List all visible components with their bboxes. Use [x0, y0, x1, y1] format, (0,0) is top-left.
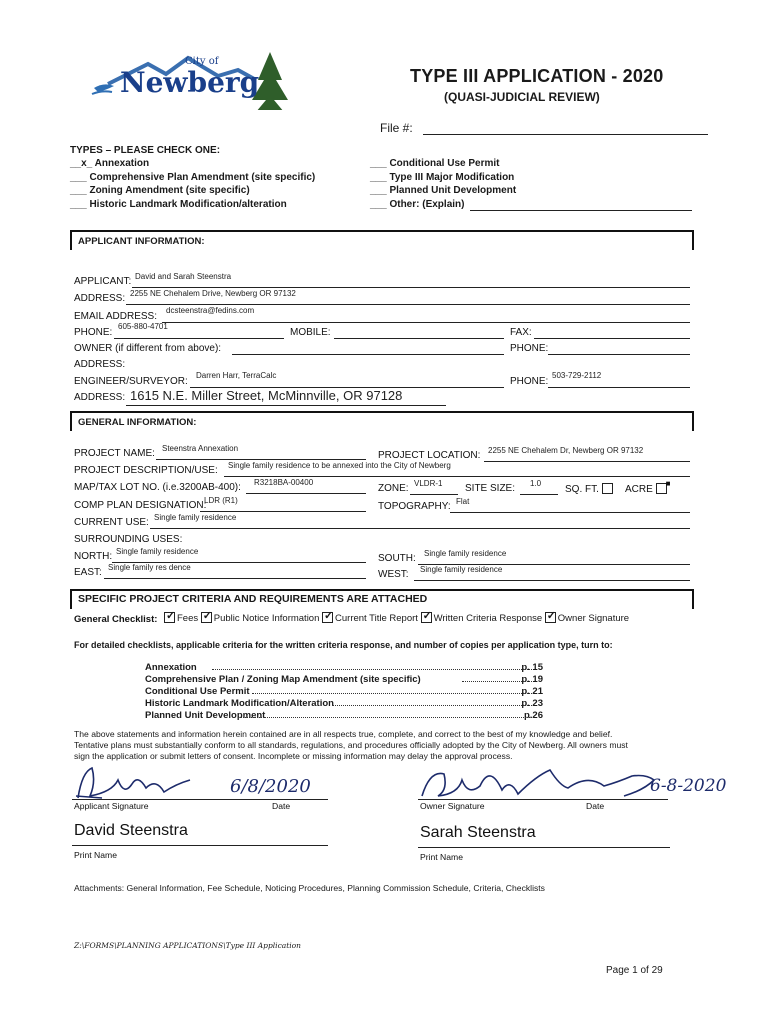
east-value: Single family res dence — [108, 563, 191, 572]
zone-value: VLDR-1 — [414, 479, 443, 488]
statement-line-3: sign the application or submit letters of consent. Incomplete or missing information may delay the approval process. — [74, 751, 513, 761]
acre-text: ACRE — [625, 484, 653, 495]
type-zoning-amendment[interactable]: ___ Zoning Amendment (site specific) — [70, 185, 250, 196]
statement-line-2: Tentative plans must substantially conform to all standards, regulations, and procedures officially adopted by the City of Newberg. All owners must — [74, 740, 628, 750]
toc-label: Historic Landmark Modification/Alteration — [145, 698, 334, 709]
sqft-label — [565, 483, 615, 495]
form-title: TYPE III APPLICATION - 2020 — [410, 66, 664, 86]
toc-label: Conditional Use Permit — [145, 686, 250, 697]
toc-label: Annexation — [145, 662, 197, 673]
south-value: Single family residence — [424, 549, 507, 558]
owner-label: OWNER (if different from above): — [74, 343, 222, 354]
north-value: Single family residence — [116, 547, 199, 556]
applicant-label: APPLICANT: — [74, 276, 132, 287]
site-size-value: 1.0 — [530, 479, 542, 488]
acre-checkbox[interactable]: ■ — [656, 483, 667, 494]
type-historic-landmark[interactable]: ___ Historic Landmark Modification/alteration — [70, 199, 287, 210]
owner-phone-field[interactable] — [548, 341, 690, 355]
city-logo — [88, 50, 298, 110]
map-tax-lot-label: MAP/TAX LOT NO. (i.e.3200AB-400): — [74, 482, 241, 493]
form-subtitle: (QUASI-JUDICIAL REVIEW) — [444, 90, 600, 104]
applicant-info-title: APPLICANT INFORMATION: — [78, 236, 205, 247]
surrounding-uses-label: SURROUNDING USES: — [74, 534, 183, 545]
applicant-print-name-label: Print Name — [74, 850, 117, 860]
owner-field[interactable] — [232, 341, 504, 355]
sqft-checkbox[interactable] — [602, 483, 613, 494]
address-value: 2255 NE Chehalem Drive, Newberg OR 97132 — [130, 289, 296, 298]
owner-print-name: Sarah Steenstra — [420, 824, 536, 841]
phone-label: PHONE: — [74, 327, 113, 338]
file-path: Z:\FORMS\PLANNING APPLICATIONS\Type III Application — [74, 941, 301, 950]
page-number: Page 1 of 29 — [606, 965, 663, 976]
phone-value: 605-880-4701 — [118, 322, 168, 331]
toc-label: Comprehensive Plan / Zoning Map Amendment (site specific) — [145, 674, 421, 685]
mobile-field[interactable] — [334, 325, 504, 339]
criteria-header — [70, 589, 694, 609]
project-name-label: PROJECT NAME: — [74, 448, 155, 459]
fax-field[interactable] — [534, 325, 690, 339]
topography-value: Flat — [456, 497, 470, 506]
applicant-print-name: David Steenstra — [74, 822, 188, 839]
engineer-label: ENGINEER/SURVEYOR: — [74, 376, 188, 387]
type-annexation[interactable]: __x_ Annexation — [70, 158, 150, 169]
engineer-phone-value: 503-729-2112 — [552, 371, 602, 380]
applicant-signature-label: Applicant Signature — [74, 801, 149, 811]
toc-page: p. 15 — [521, 662, 543, 673]
comp-plan-value: LDR (R1) — [204, 496, 238, 505]
owner-signature-label: Owner Signature — [420, 801, 485, 811]
current-use-label: CURRENT USE: — [74, 517, 149, 528]
owner-signature-line[interactable] — [418, 786, 668, 800]
engineer-address-label: ADDRESS: — [74, 392, 126, 403]
applicant-print-name-line[interactable] — [72, 832, 328, 846]
project-desc-label: PROJECT DESCRIPTION/USE: — [74, 465, 218, 476]
public-notice-label: Public Notice Information — [213, 613, 320, 624]
owner-signature-label: Owner Signature — [557, 613, 630, 624]
toc-leaders — [212, 669, 532, 729]
toc-page: p. 23 — [521, 698, 543, 709]
applicant-info-header — [70, 230, 694, 250]
checklist-instructions: For detailed checklists, applicable criteria for the written criteria response, and number of copies per application type, turn to: — [74, 640, 613, 650]
owner-print-name-line[interactable] — [418, 834, 670, 848]
type-comp-plan-amendment[interactable]: ___ Comprehensive Plan Amendment (site specific) — [70, 172, 316, 183]
applicant-date-label: Date — [272, 801, 291, 811]
general-info-title: GENERAL INFORMATION: — [78, 417, 197, 428]
map-tax-lot-value: R3218BA-00400 — [254, 478, 314, 487]
project-location-value: 2255 NE Chehalem Dr, Newberg OR 97132 — [488, 446, 644, 455]
type-other-explain-field[interactable] — [470, 199, 692, 211]
logo-city-of: City of — [185, 56, 219, 67]
fax-label: FAX: — [510, 327, 532, 338]
title-report-checkbox[interactable]: ✓ — [324, 610, 334, 622]
project-name-value: Steenstra Annexation — [162, 444, 239, 453]
engineer-value: Darren Harr, TerraCalc — [196, 371, 277, 380]
type-other[interactable]: ___ Other: (Explain) — [370, 199, 465, 210]
toc-label: Planned Unit Development — [145, 710, 266, 721]
topography-field[interactable] — [450, 499, 690, 513]
logo-newberg: Newberg — [120, 66, 260, 99]
owner-date-label: Date — [586, 801, 605, 811]
engineer-phone-label: PHONE: — [510, 376, 549, 387]
applicant-value: David and Sarah Steenstra — [135, 272, 232, 281]
type-major-modification[interactable]: ___ Type III Major Modification — [370, 172, 515, 183]
topography-label: TOPOGRAPHY: — [378, 501, 451, 512]
type-planned-unit-development[interactable]: ___ Planned Unit Development — [370, 185, 517, 196]
attachments-line: Attachments: General Information, Fee Schedule, Noticing Procedures, Planning Commission Schedule, Criteria, Checklists — [74, 883, 545, 893]
applicant-signature-line[interactable] — [72, 786, 328, 800]
mobile-label: MOBILE: — [290, 327, 331, 338]
south-label: SOUTH: — [378, 553, 416, 564]
written-criteria-label: Written Criteria Response — [433, 613, 543, 624]
fees-checkbox[interactable]: ✓ — [166, 610, 176, 622]
west-value: Single family residence — [420, 565, 503, 574]
east-label: EAST: — [74, 567, 102, 578]
north-label: NORTH: — [74, 551, 113, 562]
types-heading: TYPES – PLEASE CHECK ONE: — [70, 145, 221, 156]
fees-label: Fees — [177, 613, 199, 624]
general-checklist-items — [164, 612, 629, 624]
owner-address-label: ADDRESS: — [74, 359, 126, 370]
current-use-value: Single family residence — [154, 513, 237, 522]
owner-date-value: 6-8-2020 — [650, 776, 727, 796]
address-label: ADDRESS: — [74, 293, 126, 304]
general-info-header — [70, 411, 694, 431]
toc-page: p. 21 — [521, 686, 543, 697]
project-location-label: PROJECT LOCATION: — [378, 450, 481, 461]
site-size-label: SITE SIZE: — [465, 483, 516, 494]
toc-page: p.26 — [523, 710, 543, 721]
general-checklist-label: General Checklist: — [74, 614, 158, 625]
statement-line-1: The above statements and information herein contained are in all respects true, complete, and correct to the best of my knowledge and belief. — [74, 729, 613, 739]
owner-print-name-label: Print Name — [420, 852, 463, 862]
applicant-date-value: 6/8/2020 — [230, 776, 311, 797]
email-label: EMAIL ADDRESS: — [74, 311, 157, 322]
acre-label — [625, 479, 671, 495]
zone-label: ZONE: — [378, 483, 409, 494]
sqft-text: SQ. FT. — [565, 484, 599, 495]
criteria-title: SPECIFIC PROJECT CRITERIA AND REQUIREMENTS ARE ATTACHED — [78, 593, 428, 605]
owner-signature-checkbox[interactable]: ✓ — [546, 610, 557, 622]
file-number-field[interactable] — [423, 121, 708, 135]
owner-phone-label: PHONE: — [510, 343, 549, 354]
file-number-label: File #: — [380, 121, 413, 135]
project-desc-value: Single family residence to be annexed into the City of Newberg — [228, 461, 451, 470]
email-value: dcsteenstra@fedins.com — [166, 306, 255, 315]
written-criteria-checkbox[interactable]: ✓ — [422, 610, 432, 622]
west-label: WEST: — [378, 569, 409, 580]
comp-plan-label: COMP PLAN DESIGNATION: — [74, 500, 207, 511]
toc-page: p. 19 — [521, 674, 543, 685]
engineer-address-value: 1615 N.E. Miller Street, McMinnville, OR 97128 — [130, 388, 403, 403]
title-report-label: Current Title Report — [335, 613, 418, 624]
public-notice-checkbox[interactable]: ✓ — [202, 610, 212, 622]
type-conditional-use[interactable]: ___ Conditional Use Permit — [370, 158, 500, 169]
